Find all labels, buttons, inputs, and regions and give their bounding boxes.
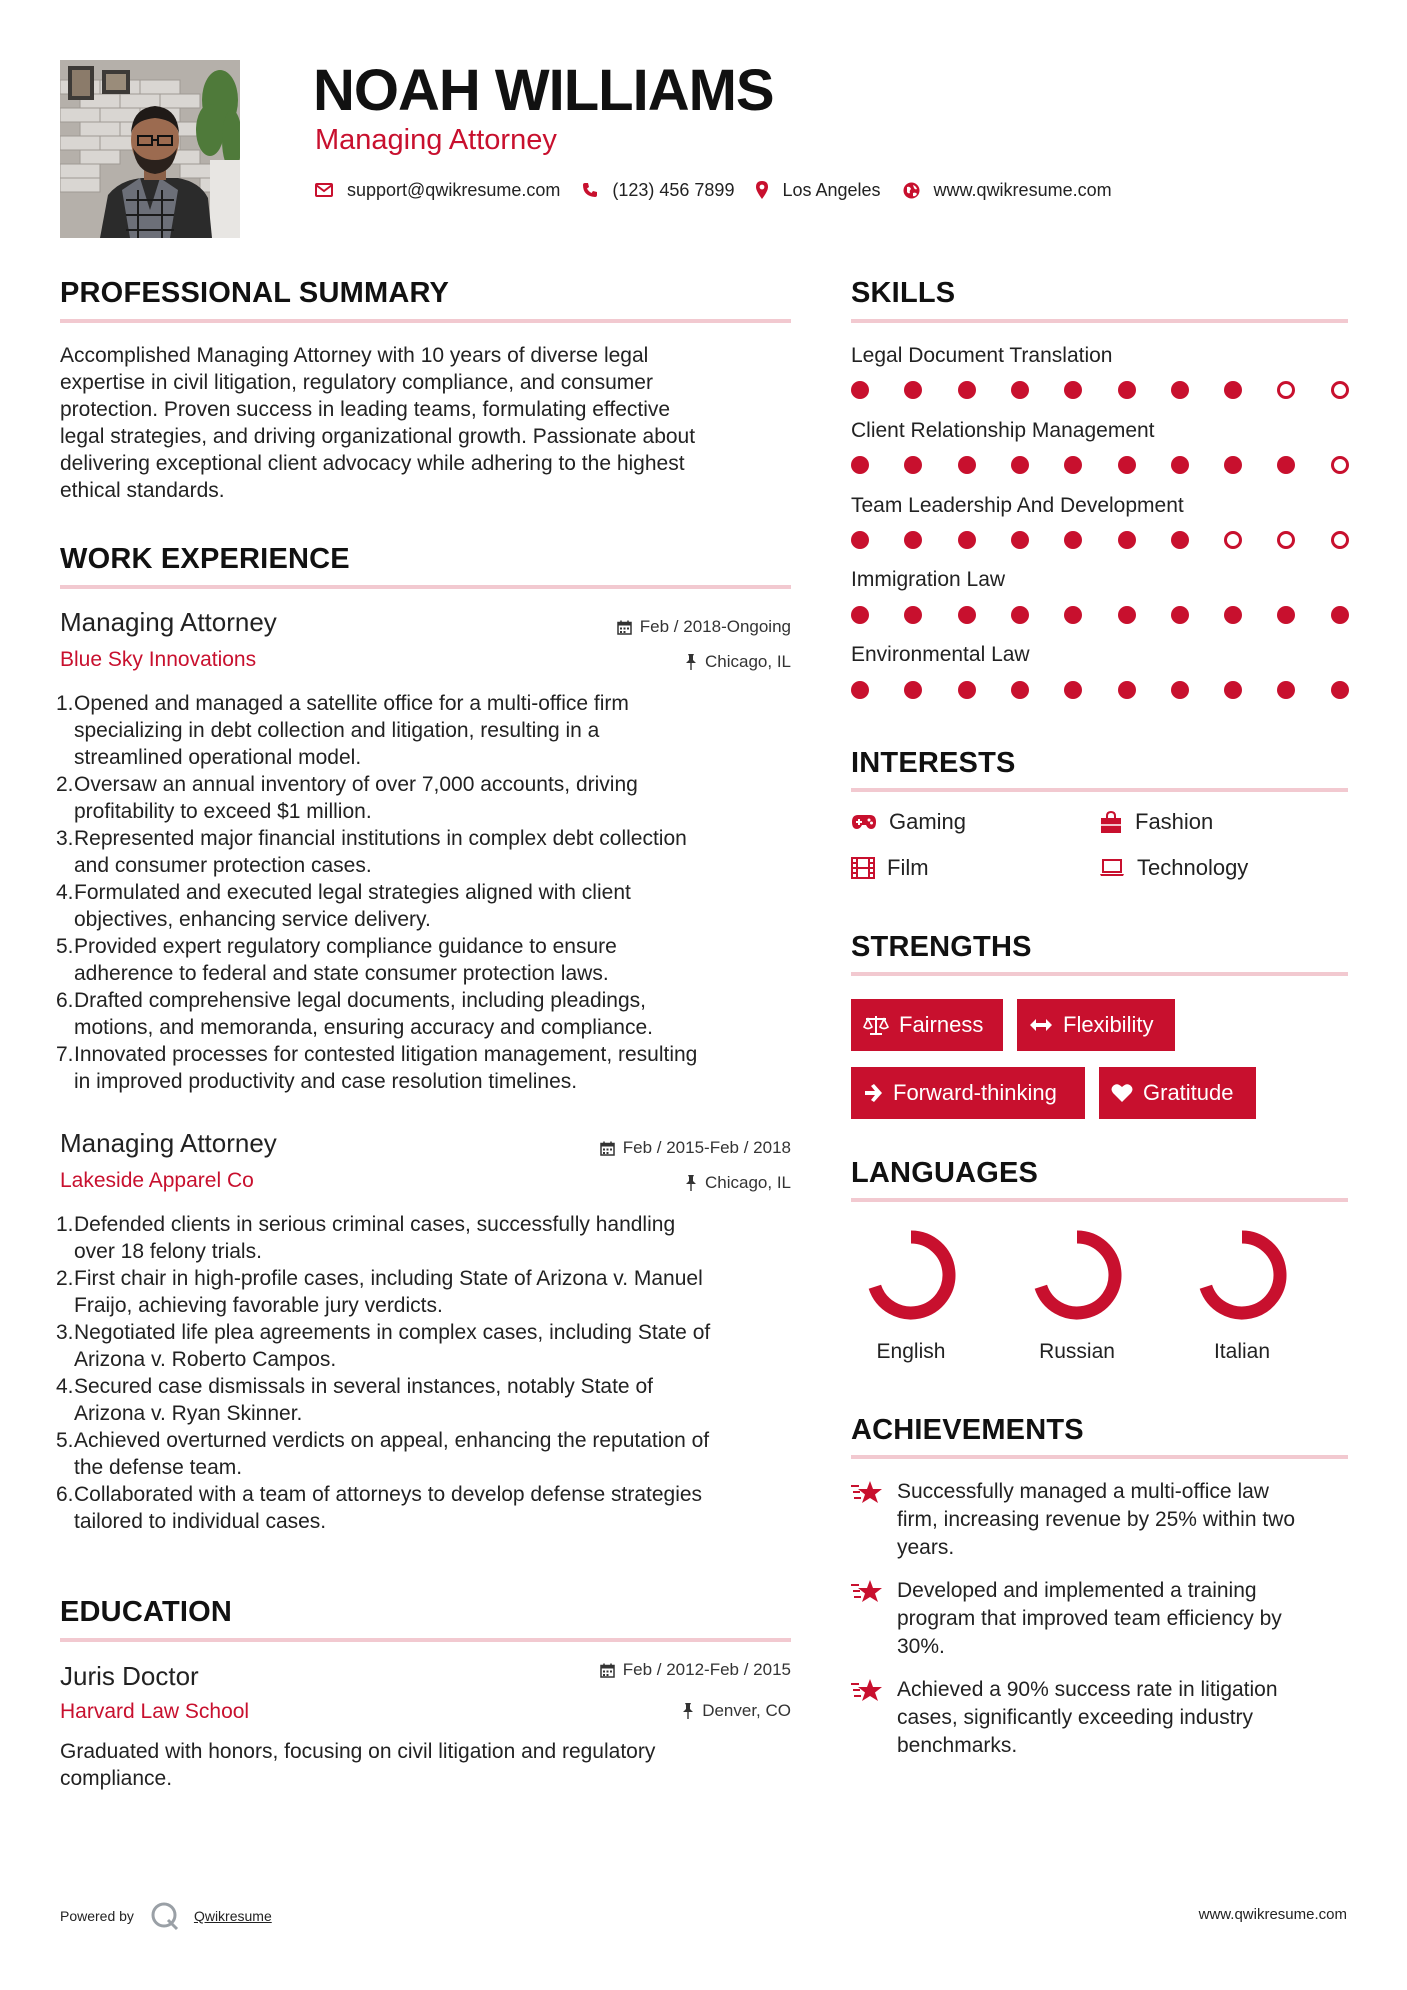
skill-name: Legal Document Translation bbox=[851, 344, 1113, 367]
list-item: 2. Oversaw an annual inventory of over 7,000 accounts, driving profitability to exceed $1 million. bbox=[56, 773, 638, 823]
language-gauge bbox=[851, 1225, 971, 1330]
calendar-icon bbox=[600, 1663, 615, 1678]
language-gauge bbox=[1017, 1225, 1137, 1330]
film-icon bbox=[851, 857, 875, 879]
list-item: 6. Collaborated with a team of attorneys to develop defense strategies tailored to individual cases. bbox=[56, 1483, 703, 1533]
strength-badge-forward-thinking: Forward-thinking bbox=[851, 1067, 1085, 1119]
contact-email[interactable] bbox=[315, 180, 560, 201]
skill-dot-filled bbox=[1118, 381, 1136, 399]
achievement-item: Achieved a 90% success rate in litigation cases, significantly exceeding industry benchmarks. bbox=[851, 1676, 1351, 1760]
skill-rating bbox=[851, 530, 1351, 550]
skill-dot-empty bbox=[1331, 456, 1349, 474]
skills-divider bbox=[851, 319, 1348, 323]
contact-bar bbox=[315, 178, 1134, 202]
language-ring bbox=[1182, 1225, 1302, 1325]
skill-name: Environmental Law bbox=[851, 643, 1030, 666]
skill-dot-filled bbox=[1224, 681, 1242, 699]
strength-badge-fairness: Fairness bbox=[851, 999, 1003, 1051]
list-item: 7. Innovated processes for contested litigation management, resulting in improved productivity and case resolution timelines. bbox=[56, 1043, 698, 1093]
education-date: Feb / 2012-Feb / 2015 bbox=[480, 1659, 791, 1681]
job-bullets bbox=[56, 690, 796, 1095]
strengths-divider bbox=[851, 972, 1348, 976]
skill-dot-filled bbox=[904, 606, 922, 624]
skill-dot-filled bbox=[1171, 681, 1189, 699]
skill-dot-filled bbox=[1011, 381, 1029, 399]
pushpin-icon bbox=[685, 1175, 697, 1191]
skill-dot-filled bbox=[904, 381, 922, 399]
achievement-item: Developed and implemented a training program that improved team efficiency by 30%. bbox=[851, 1577, 1351, 1661]
skill-dot-filled bbox=[904, 681, 922, 699]
interests-heading: INTERESTS bbox=[851, 747, 1016, 779]
achievement-item: Successfully managed a multi-office law firm, increasing revenue by 25% within two years. bbox=[851, 1478, 1351, 1562]
skill-dot-filled bbox=[1277, 456, 1295, 474]
language-ring bbox=[1017, 1225, 1137, 1325]
arrow-right-icon bbox=[863, 1083, 883, 1103]
strengths-heading: STRENGTHS bbox=[851, 931, 1032, 963]
skill-dot-empty bbox=[1277, 531, 1295, 549]
skill-dot-filled bbox=[1064, 681, 1082, 699]
list-item: 1. Opened and managed a satellite office for a multi-office firm specializing in debt collection and litigation, resulting in a streamlined operational model. bbox=[56, 692, 629, 769]
skill-dot-filled bbox=[1064, 531, 1082, 549]
languages-divider bbox=[851, 1198, 1348, 1202]
candidate-name: NOAH WILLIAMS bbox=[313, 58, 774, 123]
powered-by-label: Powered by bbox=[60, 1908, 134, 1924]
strength-badge-gratitude: Gratitude bbox=[1099, 1067, 1256, 1119]
star-icon bbox=[851, 1579, 883, 1605]
skill-dot-filled bbox=[1011, 456, 1029, 474]
skill-rating bbox=[851, 380, 1351, 400]
interest-technology: Technology bbox=[1099, 854, 1248, 882]
list-item: 4. Formulated and executed legal strategies aligned with client objectives, enhancing service delivery. bbox=[56, 881, 631, 931]
skill-dot-filled bbox=[1224, 456, 1242, 474]
achievements-divider bbox=[851, 1455, 1348, 1459]
language-ring-arc bbox=[1206, 1237, 1280, 1313]
skill-dot-filled bbox=[1011, 531, 1029, 549]
language-ring bbox=[851, 1225, 971, 1325]
skill-dot-filled bbox=[1171, 381, 1189, 399]
skill-dot-filled bbox=[1118, 606, 1136, 624]
skill-dot-empty bbox=[1331, 381, 1349, 399]
interest-fashion: Fashion bbox=[1099, 808, 1213, 836]
job-location: Chicago, IL bbox=[480, 651, 791, 673]
skill-dot-filled bbox=[1224, 381, 1242, 399]
skill-dot-filled bbox=[958, 531, 976, 549]
language-ring-arc bbox=[1041, 1237, 1115, 1313]
gamepad-icon bbox=[851, 814, 877, 830]
job-date: Feb / 2018-Ongoing bbox=[480, 616, 791, 638]
contact-location bbox=[756, 180, 880, 201]
skill-dot-filled bbox=[1011, 681, 1029, 699]
experience-divider bbox=[60, 585, 791, 589]
job-company: Blue Sky Innovations bbox=[60, 648, 257, 671]
phone-icon bbox=[582, 182, 598, 198]
skill-dot-filled bbox=[1171, 456, 1189, 474]
qwikresume-link[interactable]: Qwikresume bbox=[193, 1908, 272, 1924]
job-bullets bbox=[56, 1211, 796, 1535]
skill-dot-empty bbox=[1331, 531, 1349, 549]
languages-heading: LANGUAGES bbox=[851, 1157, 1039, 1189]
email-text: support@qwikresume.com bbox=[347, 179, 561, 200]
interest-gaming: Gaming bbox=[851, 808, 966, 836]
skill-dot-filled bbox=[1331, 606, 1349, 624]
achievements-heading: ACHIEVEMENTS bbox=[851, 1414, 1084, 1446]
list-item: 2. First chair in high-profile cases, including State of Arizona v. Manuel Fraijo, achieving favorable jury verdicts. bbox=[56, 1267, 703, 1317]
skill-rating bbox=[851, 680, 1351, 700]
skill-dot-filled bbox=[851, 606, 869, 624]
interests-divider bbox=[851, 788, 1348, 792]
skill-dot-filled bbox=[1331, 681, 1349, 699]
website-text: www.qwikresume.com bbox=[933, 179, 1112, 200]
location-text: Los Angeles bbox=[782, 179, 881, 200]
summary-divider bbox=[60, 319, 791, 323]
map-marker-icon bbox=[756, 181, 768, 199]
globe-icon bbox=[903, 182, 920, 199]
contact-website[interactable] bbox=[903, 180, 1112, 201]
education-description: Graduated with honors, focusing on civil litigation and regulatory compliance. bbox=[60, 1740, 656, 1790]
skill-dot-filled bbox=[1118, 456, 1136, 474]
skill-dot-filled bbox=[851, 531, 869, 549]
skills-heading: SKILLS bbox=[851, 277, 956, 309]
skill-dot-filled bbox=[958, 381, 976, 399]
skill-dot-filled bbox=[1171, 606, 1189, 624]
summary-text: Accomplished Managing Attorney with 10 years of diverse legal expertise in civil litigation, regulatory compliance, and consumer protection. Proven success in leading teams, formulating effective legal strategies, and driving organizational growth. Passionate about delivering exceptional client advocacy while adhering to the highest ethical standards. bbox=[60, 344, 696, 502]
list-item: 3. Represented major financial institutions in complex debt collection and consumer protection cases. bbox=[56, 827, 687, 877]
job-company: Lakeside Apparel Co bbox=[60, 1169, 254, 1192]
language-ring-arc bbox=[875, 1237, 949, 1313]
arrows-horizontal-icon bbox=[1029, 1018, 1053, 1032]
skill-dot-filled bbox=[904, 456, 922, 474]
skill-dot-filled bbox=[1118, 531, 1136, 549]
skill-dot-filled bbox=[958, 456, 976, 474]
job-title: Managing Attorney bbox=[60, 1128, 277, 1158]
strength-badge-flexibility: Flexibility bbox=[1017, 999, 1175, 1051]
skill-dot-filled bbox=[1064, 456, 1082, 474]
skill-dot-filled bbox=[958, 681, 976, 699]
profile-photo bbox=[60, 60, 240, 238]
shopping-bag-icon bbox=[1099, 811, 1123, 833]
skill-name: Team Leadership And Development bbox=[851, 494, 1184, 517]
language-label: English bbox=[876, 1340, 946, 1363]
skill-dot-filled bbox=[1171, 531, 1189, 549]
skill-dot-filled bbox=[1064, 606, 1082, 624]
skill-dot-filled bbox=[1118, 681, 1136, 699]
skill-dot-filled bbox=[851, 456, 869, 474]
education-heading: EDUCATION bbox=[60, 1596, 233, 1628]
star-icon bbox=[851, 1480, 883, 1506]
phone-text: (123) 456 7899 bbox=[612, 179, 735, 200]
qwikresume-logo-icon bbox=[150, 1901, 180, 1931]
skill-dot-filled bbox=[1224, 606, 1242, 624]
skill-dot-filled bbox=[1277, 606, 1295, 624]
star-icon bbox=[851, 1678, 883, 1704]
skill-dot-filled bbox=[851, 681, 869, 699]
heart-icon bbox=[1111, 1083, 1133, 1103]
skill-rating bbox=[851, 605, 1351, 625]
interest-film: Film bbox=[851, 854, 929, 882]
skill-dot-filled bbox=[958, 606, 976, 624]
skill-dot-filled bbox=[904, 531, 922, 549]
calendar-icon bbox=[600, 1141, 615, 1156]
skill-dot-filled bbox=[851, 381, 869, 399]
laptop-icon bbox=[1099, 859, 1125, 877]
education-location: Denver, CO bbox=[480, 1700, 791, 1722]
language-gauge bbox=[1182, 1225, 1302, 1330]
skill-dot-filled bbox=[1277, 681, 1295, 699]
skill-rating bbox=[851, 455, 1351, 475]
skill-name: Immigration Law bbox=[851, 568, 1006, 591]
list-item: 1. Defended clients in serious criminal cases, successfully handling over 18 felony trials. bbox=[56, 1213, 676, 1263]
summary-heading: PROFESSIONAL SUMMARY bbox=[60, 277, 450, 309]
job-location: Chicago, IL bbox=[480, 1172, 791, 1194]
language-label: Italian bbox=[1213, 1340, 1271, 1363]
list-item: 3. Negotiated life plea agreements in complex cases, including State of Arizona v. Roberto Campos. bbox=[56, 1321, 711, 1371]
list-item: 4. Secured case dismissals in several instances, notably State of Arizona v. Ryan Skinner. bbox=[56, 1375, 653, 1425]
pushpin-icon bbox=[685, 654, 697, 670]
list-item: 6. Drafted comprehensive legal documents, including pleadings, motions, and memoranda, ensuring accuracy and compliance. bbox=[56, 989, 653, 1039]
skill-dot-empty bbox=[1224, 531, 1242, 549]
skill-dot-filled bbox=[1011, 606, 1029, 624]
language-label: Russian bbox=[1039, 1340, 1115, 1363]
pushpin-icon bbox=[682, 1703, 694, 1719]
skill-dot-filled bbox=[1064, 381, 1082, 399]
contact-phone[interactable] bbox=[582, 180, 734, 201]
education-divider bbox=[60, 1638, 791, 1642]
degree-title: Juris Doctor bbox=[60, 1661, 199, 1691]
footer-url[interactable]: www.qwikresume.com bbox=[1198, 1906, 1347, 1923]
experience-heading: WORK EXPERIENCE bbox=[60, 543, 350, 575]
school-name: Harvard Law School bbox=[60, 1700, 250, 1723]
envelope-icon bbox=[315, 183, 333, 197]
job-title: Managing Attorney bbox=[60, 607, 277, 637]
powered-by bbox=[60, 1901, 272, 1931]
skill-name: Client Relationship Management bbox=[851, 419, 1155, 442]
skill-dot-empty bbox=[1277, 381, 1295, 399]
job-date: Feb / 2015-Feb / 2018 bbox=[480, 1137, 791, 1159]
balance-scale-icon bbox=[863, 1014, 889, 1036]
list-item: 5. Achieved overturned verdicts on appeal, enhancing the reputation of the defense team. bbox=[56, 1429, 710, 1479]
candidate-title: Managing Attorney bbox=[315, 124, 557, 156]
list-item: 5. Provided expert regulatory compliance guidance to ensure adherence to federal and state consumer protection laws. bbox=[56, 935, 617, 985]
calendar-icon bbox=[617, 620, 632, 635]
